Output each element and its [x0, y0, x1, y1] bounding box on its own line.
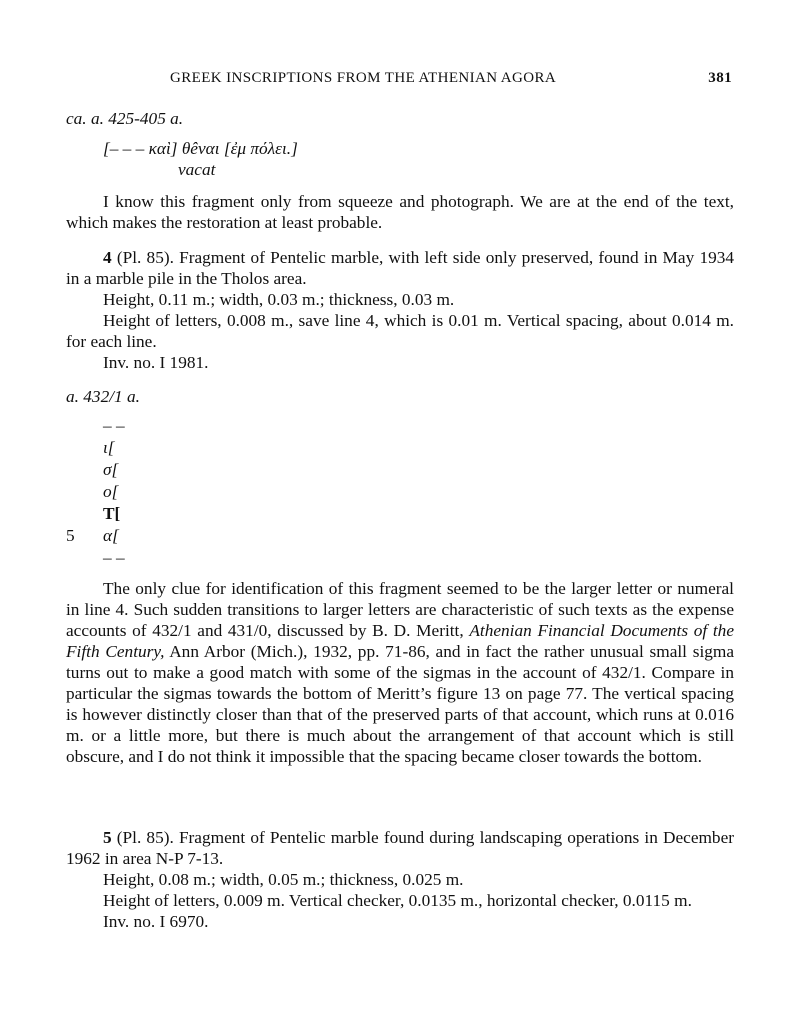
entry-4-intro-paragraph [66, 247, 734, 289]
top-fragment-date-block [66, 108, 734, 129]
entry-4-dimensions: Height, 0.11 m.; width, 0.03 m.; thickness, 0.03 m. [103, 290, 455, 309]
entry-4-block [66, 247, 734, 373]
inscription-row [66, 437, 266, 459]
entry-4-letters: Height of letters, 0.008 m., save line 4, which is 0.01 m. Vertical spacing, about 0.014 m. for each line. [66, 311, 734, 351]
top-fragment-greek-line: [– – – καὶ] θêναι [ἐμ πόλει.] [103, 139, 298, 158]
entry-4-discussion-part-2: Ann Arbor (Mich.), 1932, pp. 71-86, and in fact the rather unusual small sigma turns out to make a good match with some of the sigmas in the account of 432/1. Compare in particular the sigmas towards the bottom of Meritt’s figure 13 on page 77. The vertical spacing is however distinctly closer than that of the preserved parts of that account, which runs at 0.016 m. or a little more, but there is much about the arrangement of that account which is still obscure, and I do not think it impossible that the spacing became closer towards the bottom. [66, 642, 735, 766]
entry-5-dimensions: Height, 0.08 m.; width, 0.05 m.; thickness, 0.025 m. [103, 870, 464, 889]
inscription-text: – – [103, 548, 125, 567]
inscription-text: ο[ [103, 482, 119, 501]
entry-5-intro: (Pl. 85). Fragment of Pentelic marble found during landscaping operations in December 1962 in area N-P 7-13. [66, 828, 734, 868]
entry-4-discussion [66, 578, 734, 767]
top-fragment-comment-block [66, 191, 734, 233]
inscription-text: α[ [103, 526, 119, 545]
entry-4-discussion-block [66, 578, 734, 767]
entry-4-date-block [66, 386, 734, 407]
inscription-row [66, 503, 266, 525]
inscription-text: – – [103, 416, 125, 435]
page [66, 0, 734, 1024]
entry-4-number: 4 [103, 248, 112, 267]
inscription-text: ι[ [103, 438, 115, 457]
running-title: GREEK INSCRIPTIONS FROM THE ATHENIAN AGORA [170, 70, 557, 86]
entry-4-date: a. 432/1 a. [66, 387, 140, 406]
entry-5-intro-paragraph [66, 827, 734, 869]
inscription-row [66, 415, 266, 437]
entry-5-inventory: Inv. no. I 6970. [103, 912, 209, 931]
top-fragment-vacat: vacat [178, 160, 216, 179]
top-fragment-text-block [66, 138, 734, 180]
inscription-row [66, 525, 266, 547]
page-number: 381 [708, 70, 732, 86]
entry-5-block [66, 827, 734, 932]
inscription-text: T[ [103, 504, 121, 523]
entry-5-letters: Height of letters, 0.009 m. Vertical checker, 0.0135 m., horizontal checker, 0.0115 m. [103, 891, 692, 910]
entry-4-inscription [66, 415, 266, 569]
inscription-line-number: 5 [66, 526, 75, 545]
inscription-row [66, 547, 266, 569]
entry-4-discussion-part-1: The only clue for identification of this fragment seemed to be the larger letter or numeral in line 4. Such sudden transitions to larger letters are characteristic of such texts as the expense accounts of 432/1 and 431/0, discussed by B. D. Meritt, [66, 579, 734, 640]
inscription-row [66, 459, 266, 481]
entry-4-citation-title: Athenian Financial Documents of the Fifth Century, [66, 621, 734, 661]
top-fragment-date: ca. a. 425-405 a. [66, 109, 184, 128]
inscription-row [66, 481, 266, 503]
entry-4-inventory: Inv. no. I 1981. [103, 353, 209, 372]
inscription-text: σ[ [103, 460, 119, 479]
entry-5-number: 5 [103, 828, 112, 847]
entry-4-intro: (Pl. 85). Fragment of Pentelic marble, with left side only preserved, found in May 1934 in a marble pile in the Tholos area. [66, 248, 735, 288]
top-fragment-comment: I know this fragment only from squeeze and photograph. We are at the end of the text, which makes the restoration at least probable. [66, 192, 734, 232]
